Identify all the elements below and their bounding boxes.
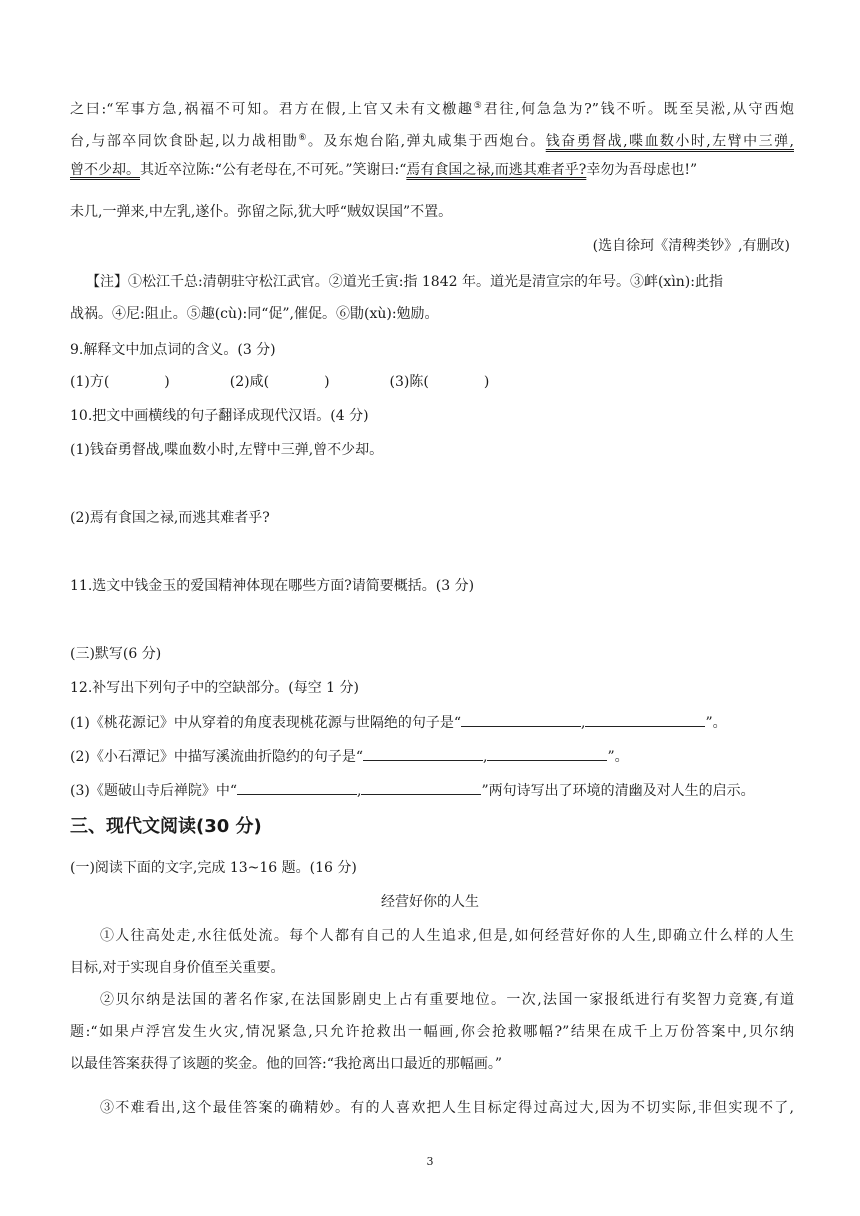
answer-blank[interactable] bbox=[361, 780, 481, 795]
question-12-1: (1)《桃花源记》中从穿着的角度表现桃花源与世隔绝的句子是“ , ”。 bbox=[70, 712, 727, 733]
article-title: 经营好你的人生 bbox=[381, 894, 479, 910]
underlined-sentence-1b: 曾不少却。 bbox=[70, 162, 140, 178]
paragraph-2a: ②贝尔纳是法国的著名作家,在法国影剧史上占有重要地位。一次,法国一家报纸进行有奖智力竞赛,有道 bbox=[100, 992, 794, 1008]
question-12-2: (2)《小石潭记》中描写溪流曲折隐约的句子是“ , ”。 bbox=[70, 746, 629, 767]
underlined-sentence-1a: 钱奋勇督战,喋血数小时,左臂中三弹, bbox=[545, 133, 794, 150]
paragraph-2c: 以最佳答案获得了该题的奖金。他的回答:“我抢离出口最近的那幅画。” bbox=[70, 1056, 503, 1072]
notes-line-1: 【注】①松江千总:清朝驻守松江武官。②道光壬寅:指 1842 年。道光是清宣宗的年号。③衅(xìn):此指 bbox=[86, 274, 723, 290]
section-dictation: (三)默写(6 分) bbox=[70, 646, 162, 662]
answer-blank[interactable] bbox=[461, 712, 581, 727]
passage-line-2: 台,与部卒同饮食卧起,以力战相勖⑥。及东炮台陷,弹丸咸集于西炮台。钱奋勇督战,喋血数小时,左臂中三弹, bbox=[70, 133, 794, 150]
section-heading: 三、现代文阅读(30 分) bbox=[70, 816, 262, 837]
question-9-items: (1)方( ) (2)咸( ) (3)陈( ) bbox=[70, 374, 490, 390]
paragraph-3a: ③不难看出,这个最佳答案的确精妙。有的人喜欢把人生目标定得过高过大,因为不切实际,非但实现不了, bbox=[100, 1100, 794, 1116]
question-12: 12.补写出下列句子中的空缺部分。(每空 1 分) bbox=[70, 680, 359, 696]
page-number: 3 bbox=[426, 1155, 434, 1168]
passage-line-4: 未几,一弹来,中左乳,遂仆。弥留之际,犹大呼“贼奴误国”不置。 bbox=[70, 204, 453, 220]
question-11: 11.选文中钱金玉的爱国精神体现在哪些方面?请简要概括。(3 分) bbox=[70, 578, 475, 594]
question-10-2: (2)焉有食国之禄,而逃其难者乎? bbox=[70, 510, 270, 526]
paragraph-1a: ①人往高处走,水往低处流。每个人都有自己的人生追求,但是,如何经营好你的人生,即确立什么样的人生 bbox=[100, 928, 794, 944]
answer-blank[interactable] bbox=[585, 712, 705, 727]
question-10: 10.把文中画横线的句子翻译成现代汉语。(4 分) bbox=[70, 408, 369, 424]
question-9: 9.解释文中加点词的含义。(3 分) bbox=[70, 342, 276, 358]
answer-blank[interactable] bbox=[237, 780, 357, 795]
answer-blank[interactable] bbox=[487, 746, 607, 761]
underlined-sentence-2: 焉有食国之禄,而逃其难者乎? bbox=[406, 162, 587, 178]
question-12-3: (3)《题破山寺后禅院》中“ , ”两句诗写出了环境的清幽及对人生的启示。 bbox=[70, 780, 755, 801]
passage-line-1: 之曰:“军事方急,祸福不可知。君方在假,上官又未有文檄趣⑤君往,何急急为?”钱不听。既至吴淞,从守西炮 bbox=[70, 101, 794, 118]
passage-line-3: 曾不少却。其近卒泣陈:“公有老母在,不可死。”笑谢曰:“焉有食国之禄,而逃其难者乎?幸勿为吾母虑也!” bbox=[70, 162, 698, 178]
answer-blank[interactable] bbox=[363, 746, 483, 761]
section-intro: (一)阅读下面的文字,完成 13~16 题。(16 分) bbox=[70, 860, 357, 876]
source-citation: (选自徐珂《清稗类钞》,有删改) bbox=[592, 238, 790, 254]
question-10-1: (1)钱奋勇督战,喋血数小时,左臂中三弹,曾不少却。 bbox=[70, 442, 384, 458]
paragraph-1b: 目标,对于实现自身价值至关重要。 bbox=[70, 960, 285, 976]
paragraph-2b: 题:“如果卢浮宫发生火灾,情况紧急,只允许抢救出一幅画,你会抢救哪幅?”结果在成千上万份答案中,贝尔纳 bbox=[70, 1024, 794, 1040]
notes-line-2: 战祸。④尼:阻止。⑤趣(cù):同“促”,催促。⑥勖(xù):勉励。 bbox=[70, 306, 439, 322]
